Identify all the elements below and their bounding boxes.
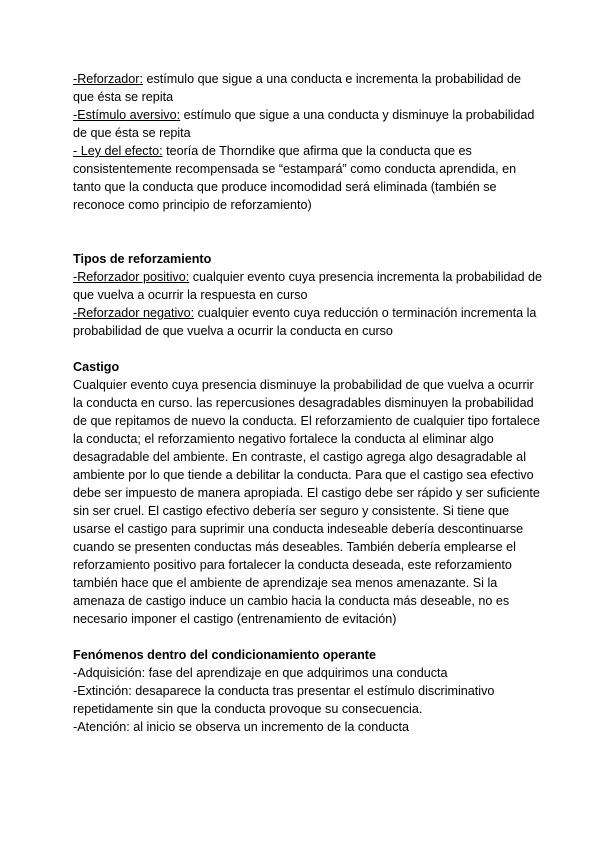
fenomeno-atencion: -Atención: al inicio se observa un incremento de la conducta [73,720,410,734]
term-estimulo-aversivo: -Estímulo aversivo: [73,108,181,122]
definition-text: teoría de Thorndike que afirma que la conducta que es consistentemente recompensada se “estampará” como conducta aprendida, en tanto que la conducta que produce incomodidad será eliminada (también se reconoce como principio de reforzamiento) [73,144,517,212]
definition-ley-del-efecto [73,142,543,214]
definition-text: cualquier evento cuya reducción o terminación incrementa la probabilidad de que vuelva a ocurrir la conducta en curso [73,306,537,338]
fenomeno-extincion: -Extinción: desaparece la conducta tras presentar el estímulo discriminativo repetidamente sin que la conducta provoque su consecuencia. [73,684,495,716]
definition-reforzador-negativo [73,304,543,340]
spacer [73,214,543,250]
definition-text: estímulo que sigue a una conducta y disminuye la probabilidad de que ésta se repita [73,108,535,140]
term-ley-del-efecto: - Ley del efecto: [73,144,163,158]
heading-tipos-de-reforzamiento: Tipos de reforzamiento [73,252,212,266]
heading-castigo: Castigo [73,360,120,374]
fenomeno-adquisicion: -Adquisición: fase del aprendizaje en que adquirimos una conducta [73,666,448,680]
castigo-paragraph: Cualquier evento cuya presencia disminuye la probabilidad de que vuelva a ocurrir la conducta en curso. las repercusiones desagradables disminuyen la probabilidad de que repitamos de nuevo la conducta. El reforzamiento de cualquier tipo fortalece la conducta; el reforzamiento negativo fortalece la conducta al eliminar algo desagradable del ambiente. En contraste, el castigo agrega algo desagradable al ambiente por lo que tiende a debilitar la conducta. Para que el castigo sea efectivo debe ser impuesto de manera apropiada. El castigo debe ser rápido y ser suficiente sin ser cruel. El castigo efectivo debería ser seguro y consistente. Si tiene que usarse el castigo para suprimir una conducta indeseable debería descontinuarse cuando se presenten conductas más deseables. También debería emplearse el reforzamiento positivo para fortalecer la conducta deseada, este reforzamiento también hace que el ambiente de aprendizaje sea menos amenazante. Si la amenaza de castigo induce un cambio hacia la conducta más deseable, no es necesario imponer el castigo (entrenamiento de evitación) [73,378,540,626]
definition-text: cualquier evento cuya presencia incrementa la probabilidad de que vuelva a ocurrir la respuesta en curso [73,270,543,302]
term-reforzador: -Reforzador: [73,72,143,86]
definition-reforzador-positivo [73,268,543,304]
spacer [73,340,543,358]
definition-reforzador [73,70,543,106]
spacer [73,628,543,646]
definition-estimulo-aversivo [73,106,543,142]
term-reforzador-negativo: -Reforzador negativo: [73,306,195,320]
definition-text: estímulo que sigue a una conducta e incrementa la probabilidad de que ésta se repita [73,72,522,104]
heading-fenomenos: Fenómenos dentro del condicionamiento operante [73,648,376,662]
term-reforzador-positivo: -Reforzador positivo: [73,270,190,284]
document-page [73,70,543,736]
